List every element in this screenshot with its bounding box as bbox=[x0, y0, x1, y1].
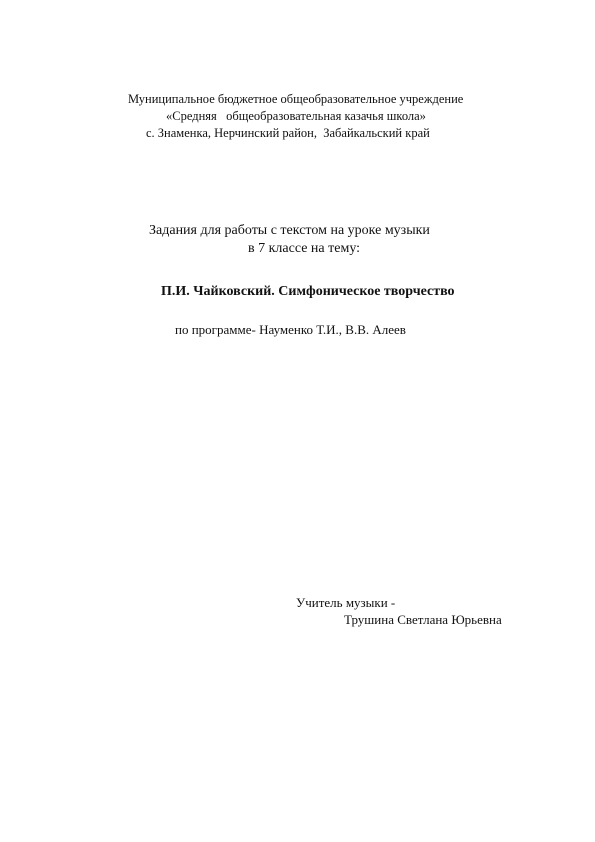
teacher-role: Учитель музыки - bbox=[296, 595, 396, 610]
program-authors: по программе- Науменко Т.И., В.В. Алеев bbox=[175, 322, 406, 337]
institution-name-line: Муниципальное бюджетное общеобразовательное учреждение bbox=[128, 92, 464, 106]
teacher-name: Трушина Светлана Юрьевна bbox=[344, 612, 502, 627]
location-line: с. Знаменка, Нерчинский район, Забайкальский край bbox=[146, 126, 430, 140]
assignment-title-line1: Задания для работы с текстом на уроке музыки bbox=[149, 223, 430, 238]
assignment-title-line2: в 7 классе на тему: bbox=[248, 241, 361, 256]
lesson-subject: П.И. Чайковский. Симфоническое творчество bbox=[161, 284, 455, 299]
school-name-line: «Средняя общеобразовательная казачья школа» bbox=[166, 109, 426, 123]
